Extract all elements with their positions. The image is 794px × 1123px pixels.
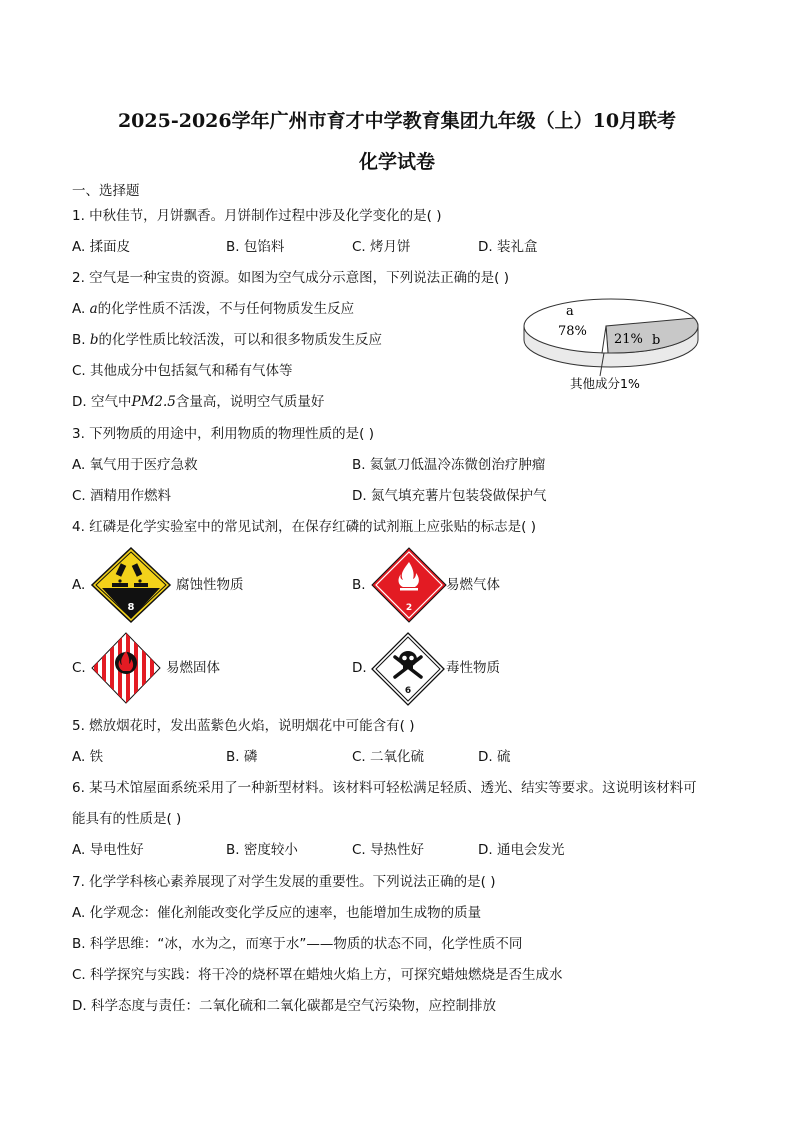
q6-option-a: A. 导电性好: [72, 842, 144, 858]
toxic-hazard-sign: [370, 631, 446, 707]
exam-subtitle: 化学试卷: [358, 151, 435, 173]
q3-option-d: D. 氮气填充薯片包装袋做保护气: [352, 488, 547, 504]
q6-option-c: C. 导热性好: [352, 842, 425, 858]
q7-option-b: B. 科学思维：“冰，水为之，而寒于水”——物质的状态不同，化学性质不同: [72, 936, 523, 952]
q5-option-d: D. 硫: [478, 749, 511, 765]
pie-label-b: b: [652, 333, 661, 348]
q2-stem: 2. 空气是一种宝贵的资源。如图为空气成分示意图，下列说法正确的是( ): [72, 270, 509, 286]
q3-option-b: B. 氦氩刀低温冷冻微创治疗肿瘤: [352, 457, 546, 473]
q6-option-d: D. 通电会发光: [478, 842, 565, 858]
q1-stem: 1. 中秋佳节，月饼飘香。月饼制作过程中涉及化学变化的是( ): [72, 208, 442, 224]
air-composition-pie-chart: [518, 296, 708, 396]
q4-option-c-text: 易燃固体: [166, 660, 220, 676]
q7-stem: 7. 化学学科核心素养展现了对学生发展的重要性。下列说法正确的是( ): [72, 874, 496, 890]
q1-option-d: D. 装礼盒: [478, 239, 538, 255]
q6-stem-line2: 能具有的性质是( ): [72, 811, 182, 827]
q2-option-b: B. b的化学性质比较活泼，可以和很多物质发生反应: [72, 332, 383, 348]
q6-option-b: B. 密度较小: [226, 842, 298, 858]
toxic-class-number: 6: [404, 686, 412, 696]
corrosive-class-number: 8: [127, 602, 135, 613]
q3-stem: 3. 下列物质的用途中，利用物质的物理性质的是( ): [72, 426, 374, 442]
q4-option-b-text: 易燃气体: [446, 577, 500, 593]
q5-option-c: C. 二氧化硫: [352, 749, 425, 765]
q4-option-a-letter: A.: [72, 577, 86, 593]
pie-label-other: 其他成分1%: [570, 376, 640, 391]
flammable-solid-hazard-sign: [90, 631, 162, 705]
pie-pct-a: 78%: [558, 324, 587, 339]
q7-option-c: C. 科学探究与实践：将干冷的烧杯罩在蜡烛火焰上方，可探究蜡烛燃烧是否生成水: [72, 967, 563, 983]
q5-option-a: A. 铁: [72, 749, 104, 765]
q2-option-a: A. a的化学性质不活泼，不与任何物质发生反应: [72, 301, 355, 317]
q4-option-c-letter: C.: [72, 660, 86, 676]
exam-title: 2025-2026学年广州市育才中学教育集团九年级（上）10月联考: [117, 110, 677, 132]
q6-stem-line1: 6. 某马术馆屋面系统采用了一种新型材料。该材料可轻松满足轻质、透光、结实等要求。这说明该材料可: [72, 780, 697, 796]
q2-option-d: D. 空气中PM2.5含量高，说明空气质量好: [72, 394, 325, 410]
q4-option-d-letter: D.: [352, 660, 367, 676]
q4-option-d-text: 毒性物质: [446, 660, 500, 676]
q3-option-a: A. 氧气用于医疗急救: [72, 457, 198, 473]
q1-option-a: A. 揉面皮: [72, 239, 131, 255]
q7-option-a: A. 化学观念：催化剂能改变化学反应的速率，也能增加生成物的质量: [72, 905, 482, 921]
q3-option-c: C. 酒精用作燃料: [72, 488, 172, 504]
pie-pct-b: 21%: [614, 332, 643, 347]
q1-option-c: C. 烤月饼: [352, 239, 411, 255]
pie-label-a: a: [566, 304, 574, 319]
q5-stem: 5. 燃放烟花时，发出蓝紫色火焰，说明烟花中可能含有( ): [72, 718, 415, 734]
corrosive-hazard-sign: [90, 546, 172, 624]
q2-option-c: C. 其他成分中包括氦气和稀有气体等: [72, 363, 293, 379]
flammable-gas-class-number: 2: [405, 603, 413, 613]
q4-option-b-letter: B.: [352, 577, 366, 593]
q7-option-d: D. 科学态度与责任：二氧化硫和二氧化碳都是空气污染物，应控制排放: [72, 998, 496, 1014]
q4-option-a-text: 腐蚀性物质: [176, 577, 244, 593]
section-heading: 一、选择题: [72, 183, 140, 199]
flammable-gas-hazard-sign: [370, 546, 448, 624]
q1-option-b: B. 包馅料: [226, 239, 285, 255]
q4-stem: 4. 红磷是化学实验室中的常见试剂，在保存红磷的试剂瓶上应张贴的标志是( ): [72, 519, 536, 535]
q5-option-b: B. 磷: [226, 749, 258, 765]
